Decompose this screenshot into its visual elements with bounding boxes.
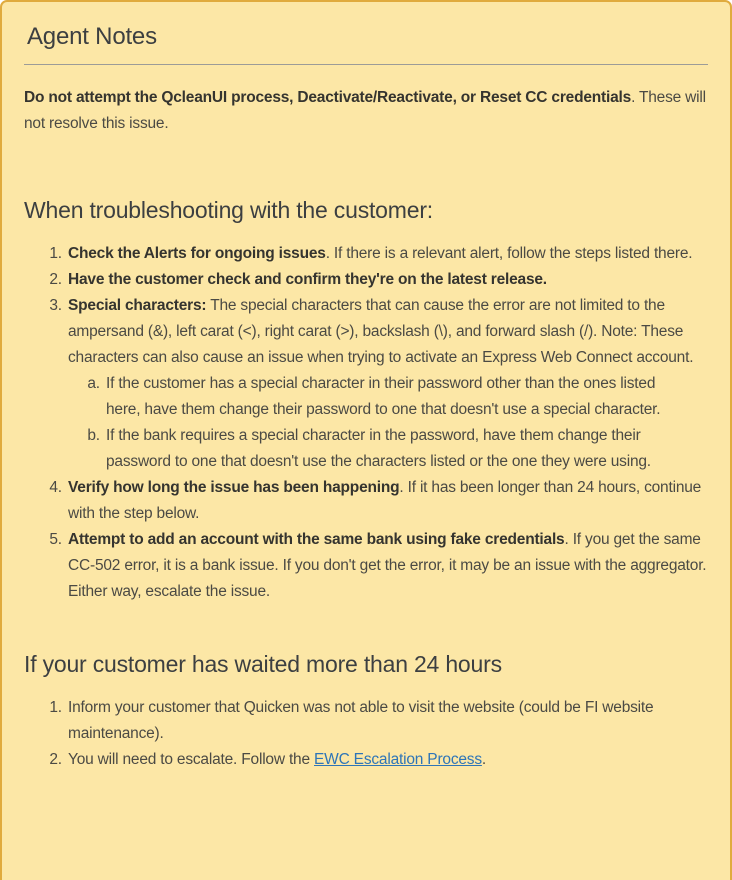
section-heading-waited-24-hours: If your customer has waited more than 24 hours xyxy=(24,651,502,677)
warning-text xyxy=(24,85,708,137)
title-divider xyxy=(24,64,708,65)
step-text: . If it has been longer than 24 hours, continue with the step below. xyxy=(68,479,702,522)
list-item xyxy=(66,267,708,293)
sub-list-item xyxy=(104,371,679,423)
troubleshooting-list xyxy=(24,241,708,605)
step-bold-text: Verify how long the issue has been happening xyxy=(68,479,400,496)
step-text: Inform your customer that Quicken was not able to visit the website (could be FI website maintenance). xyxy=(68,699,654,742)
sub-step-text: If the bank requires a special character in the password, have them change their password to one that doesn't use the characters listed or the one they were using. xyxy=(106,427,651,470)
list-item xyxy=(66,527,708,605)
step-bold-text: Special characters: xyxy=(68,297,207,314)
sub-step-text: If the customer has a special character in their password other than the ones listed here, have them change their password to one that doesn't use a special character. xyxy=(106,375,661,418)
section-heading-troubleshooting: When troubleshooting with the customer: xyxy=(24,197,433,223)
list-item xyxy=(66,747,708,773)
list-item xyxy=(66,475,708,527)
list-item xyxy=(66,241,708,267)
step-text: . If you get the same CC-502 error, it is a bank issue. If you don't get the error, it may be an issue with the aggregator. Either way, escalate the issue. xyxy=(68,531,707,600)
sub-list-item xyxy=(104,423,679,475)
escalation-list xyxy=(24,695,708,773)
step-bold-text: Attempt to add an account with the same bank using fake credentials xyxy=(68,531,565,548)
step-text: . xyxy=(481,751,487,768)
list-item xyxy=(66,293,708,475)
step-text: . If there is a relevant alert, follow the steps listed there. xyxy=(325,245,693,262)
panel-title: Agent Notes xyxy=(27,23,157,50)
ewc-escalation-link[interactable]: EWC Escalation Process xyxy=(314,751,482,768)
step-bold-text: Have the customer check and confirm they're on the latest release. xyxy=(68,271,547,288)
step-bold-text: Check the Alerts for ongoing issues xyxy=(68,245,326,262)
step-text: The special characters that can cause the error are not limited to the ampersand (&), left carat (<), right carat (>), backslash (\), and forward slash (/). Note: These characters can also cause an issue when trying to activate an Express Web Connect account. xyxy=(68,297,694,366)
step-text: You will need to escalate. Follow the xyxy=(68,751,315,768)
list-item xyxy=(66,695,708,747)
warning-bold-text: Do not attempt the QcleanUI process, Deactivate/Reactivate, or Reset CC credentials xyxy=(24,89,632,106)
warning-rest-text: . These will not resolve this issue. xyxy=(24,89,706,132)
special-characters-sub-list xyxy=(68,371,679,475)
